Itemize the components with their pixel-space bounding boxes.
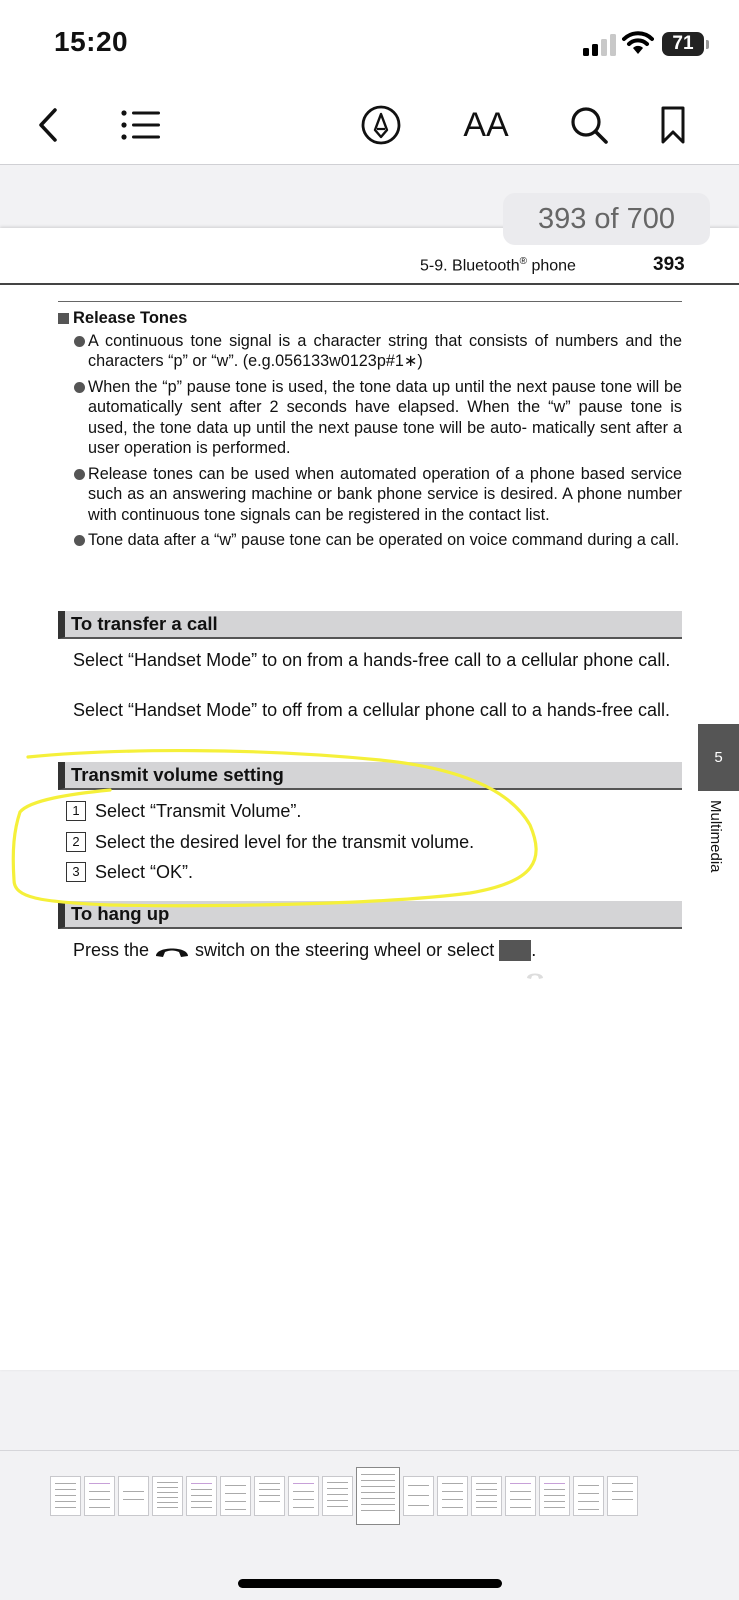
page-thumbnail[interactable] — [437, 1476, 468, 1516]
list-item-text: A continuous tone signal is a character string that consists of numbers and the characters “p” or “w”. (e.g.056133w0123p#1∗) — [88, 331, 682, 370]
chapter-tab: 5 — [698, 724, 739, 791]
page-thumbnail[interactable] — [220, 1476, 251, 1516]
hang-up-text-before: Press the — [73, 940, 150, 960]
hang-up-text-after: . — [531, 940, 537, 960]
battery-icon: 71 — [662, 32, 704, 56]
step-number: 2 — [66, 832, 86, 852]
registered-mark: ® — [519, 256, 527, 267]
page-thumbnail[interactable] — [573, 1476, 604, 1516]
text-size-button[interactable]: AA — [463, 105, 509, 144]
page-thumbnail[interactable] — [118, 1476, 149, 1516]
step-text: Select “Transmit Volume”. — [95, 801, 302, 821]
step-text: Select the desired level for the transmit volume. — [95, 832, 475, 852]
page-thumbnail[interactable] — [50, 1476, 81, 1516]
transfer-call-heading: To transfer a call — [58, 611, 682, 639]
list-item-text: Release tones can be used when automated operation of a phone based service such as an answering machine or bank phone service is desired. A phone number with continuous tone signals can be registered in the contact list. — [88, 464, 682, 524]
page-thumbnail[interactable] — [288, 1476, 319, 1516]
hang-up-heading: To hang up — [58, 901, 682, 929]
step-text: Select “OK”. — [95, 862, 194, 882]
step-number: 3 — [66, 862, 86, 882]
page-thumbnail[interactable] — [471, 1476, 502, 1516]
status-time: 15:20 — [54, 26, 129, 57]
thumbnail-list — [50, 1476, 638, 1525]
page-indicator: 393 of 700 — [503, 193, 710, 245]
step-number: 1 — [66, 801, 86, 821]
transfer-call-line-1: Select “Handset Mode” to on from a hands-free call to a cellular phone call. — [73, 650, 671, 670]
home-indicator[interactable] — [238, 1579, 502, 1588]
transmit-volume-heading: Transmit volume setting — [58, 762, 682, 790]
page-thumbnail[interactable] — [152, 1476, 183, 1516]
page-thumbnail[interactable] — [254, 1476, 285, 1516]
release-tones-heading-text: Release Tones — [73, 309, 188, 327]
transfer-call-line-2: Select “Handset Mode” to off from a cellular phone call to a hands-free call. — [73, 700, 670, 720]
list-item-text: Tone data after a “w” pause tone can be operated on voice command during a call. — [88, 531, 680, 549]
page-thumbnail[interactable] — [84, 1476, 115, 1516]
page-thumbnail[interactable] — [403, 1476, 434, 1516]
running-head-tail: phone — [527, 257, 576, 275]
list-item-text: When the “p” pause tone is used, the tone data up until the next pause tone will be automatically sent after 2 seconds have elapsed. When the “w” pause tone is used, the tone data up until the next pause tone will be auto- matically sent after a user operation is performed. — [88, 377, 682, 457]
page-thumbnail[interactable] — [505, 1476, 536, 1516]
chapter-label: Multimedia — [707, 800, 724, 873]
page-thumbnail[interactable] — [539, 1476, 570, 1516]
page-thumbnail[interactable] — [322, 1476, 353, 1516]
page-thumbnail[interactable] — [186, 1476, 217, 1516]
current-page-thumbnail[interactable] — [356, 1467, 400, 1525]
hang-up-text-middle: switch on the steering wheel or select — [195, 940, 495, 960]
page-number: 393 — [653, 254, 685, 275]
page-thumbnail[interactable] — [607, 1476, 638, 1516]
running-head-text: 5-9. Bluetooth — [420, 257, 520, 275]
